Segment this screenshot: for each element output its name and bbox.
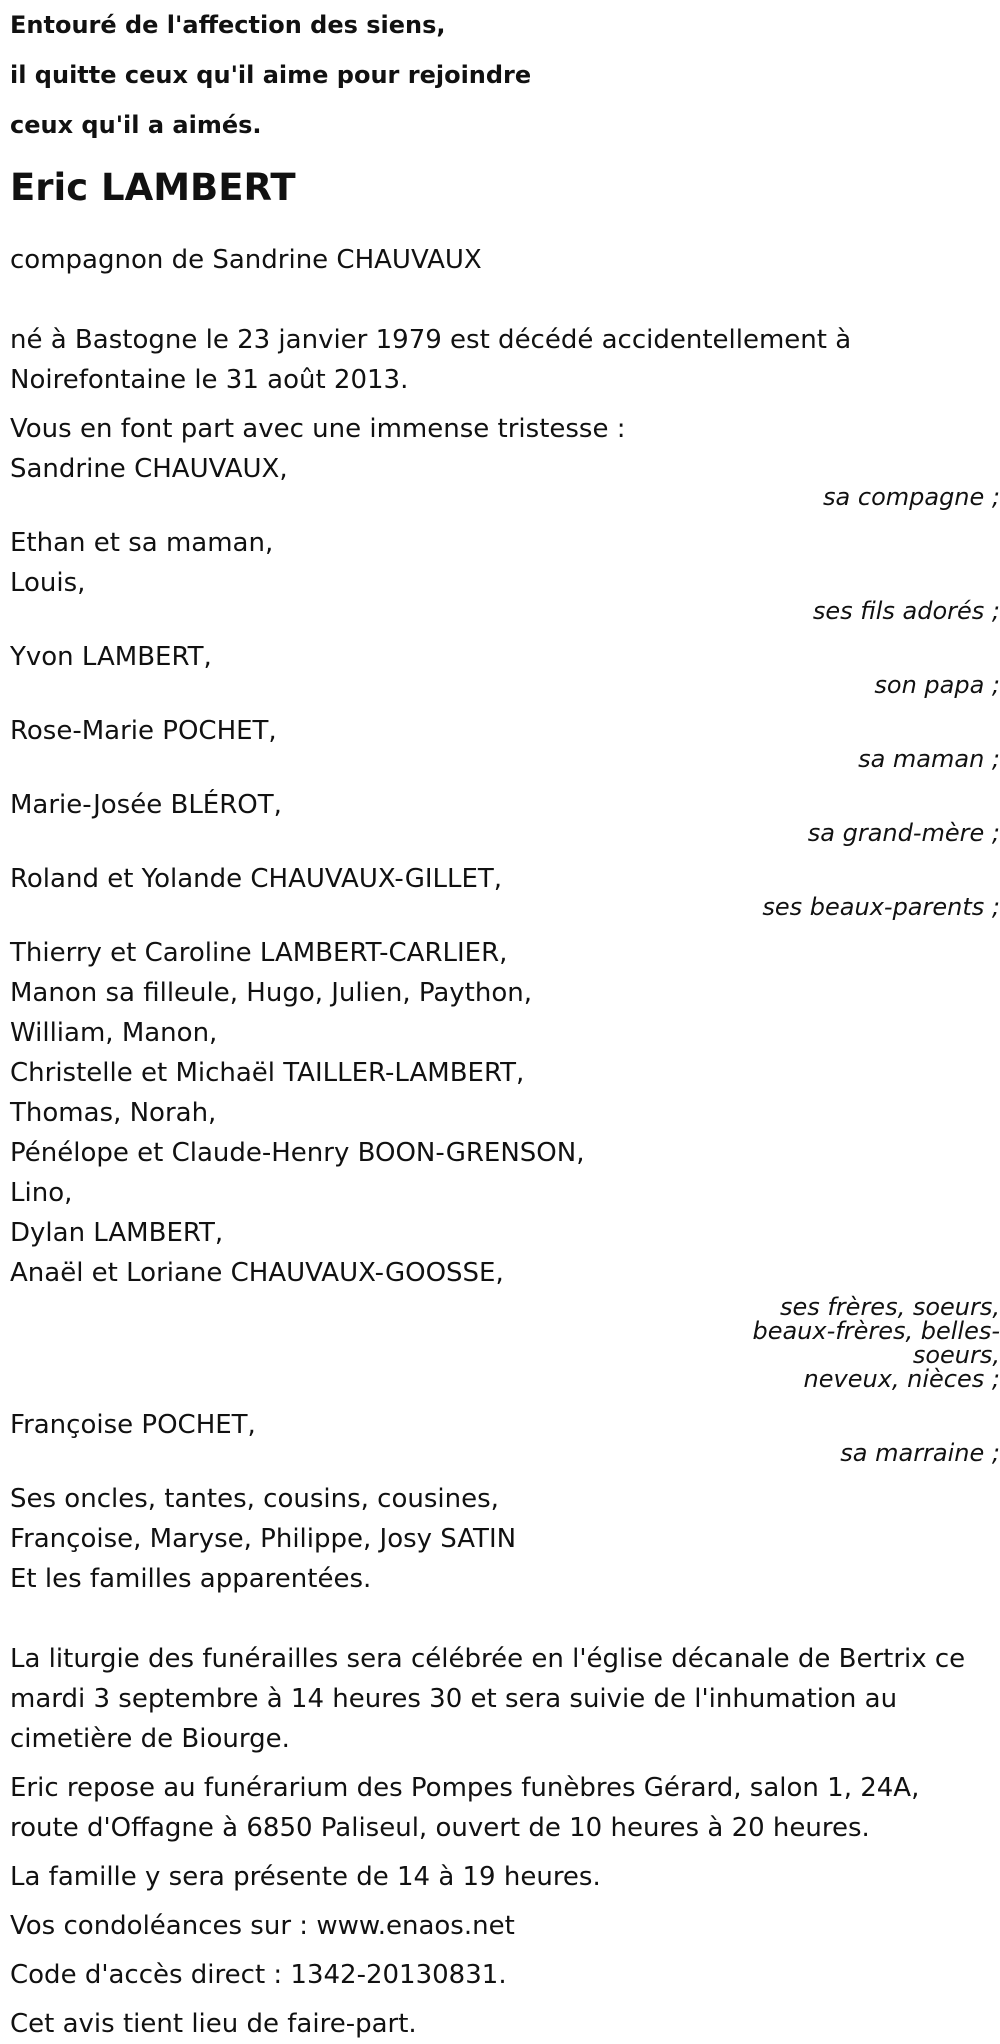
extended-family-line: Françoise, Maryse, Philippe, Josy SATIN bbox=[10, 1524, 517, 1554]
service-line: cimetière de Biourge. bbox=[10, 1724, 290, 1754]
birth-death-text bbox=[10, 320, 1000, 400]
family-group bbox=[10, 449, 1000, 509]
family-group bbox=[10, 785, 1000, 845]
relation-line: sa maman ; bbox=[858, 745, 1000, 773]
family-name-line: Françoise POCHET, bbox=[10, 1410, 256, 1440]
intro-line: Entouré de l'affection des siens, bbox=[10, 11, 446, 39]
family-name-line: Pénélope et Claude-Henry BOON-GRENSON, bbox=[10, 1138, 585, 1168]
relation-line: ses frères, soeurs, bbox=[779, 1293, 1000, 1321]
relation-line: beaux-frères, belles- bbox=[752, 1317, 1000, 1345]
relation-line: sa compagne ; bbox=[823, 483, 1000, 511]
family-relation bbox=[10, 1295, 1000, 1391]
funeral-service-text bbox=[10, 1639, 1000, 1759]
relation-line: sa marraine ; bbox=[840, 1439, 1000, 1467]
relation-line: ses fils adorés ; bbox=[812, 597, 1000, 625]
access-code-text: Code d'accès direct : 1342-20130831. bbox=[10, 1960, 507, 1990]
intro-text bbox=[10, 0, 1000, 150]
condolences-text: Vos condoléances sur : www.enaos.net bbox=[10, 1911, 515, 1941]
family-name-line: Manon sa filleule, Hugo, Julien, Paython, bbox=[10, 978, 533, 1008]
family-name-line: Anaël et Loriane CHAUVAUX-GOOSSE, bbox=[10, 1258, 504, 1288]
family-name-line: Thomas, Norah, bbox=[10, 1098, 217, 1128]
family-name-line: Marie-Josée BLÉROT, bbox=[10, 790, 282, 820]
family-group bbox=[10, 711, 1000, 771]
announcement: Vous en font part avec une immense tristesse : bbox=[10, 414, 626, 444]
family-name-line: Thierry et Caroline LAMBERT-CARLIER, bbox=[10, 938, 508, 968]
family-name-line: Sandrine CHAUVAUX, bbox=[10, 454, 288, 484]
relation-line: neveux, nièces ; bbox=[803, 1365, 1000, 1393]
family-present-text: La famille y sera présente de 14 à 19 heures. bbox=[10, 1862, 601, 1892]
relation-line: ses beaux-parents ; bbox=[762, 893, 1000, 921]
family-names bbox=[10, 933, 1000, 1293]
family-name-line: Louis, bbox=[10, 568, 86, 598]
intro-line: ceux qu'il a aimés. bbox=[10, 111, 262, 139]
extended-family bbox=[10, 1479, 1000, 1599]
relation-line: son papa ; bbox=[874, 671, 1000, 699]
family-names bbox=[10, 711, 1000, 751]
partner-line: compagnon de Sandrine CHAUVAUX bbox=[10, 245, 482, 275]
relation-line: soeurs, bbox=[912, 1341, 1000, 1369]
family-group bbox=[10, 1405, 1000, 1465]
funerarium-text bbox=[10, 1768, 1000, 1848]
birth-death-line: Noirefontaine le 31 août 2013. bbox=[10, 365, 409, 395]
family-names bbox=[10, 637, 1000, 677]
birth-death-line: né à Bastogne le 23 janvier 1979 est décédé accidentellement à bbox=[10, 325, 852, 355]
closing-text: Cet avis tient lieu de faire-part. bbox=[10, 2009, 417, 2039]
intro-line: il quitte ceux qu'il aime pour rejoindre bbox=[10, 61, 532, 89]
repose-line: Eric repose au funérarium des Pompes funèbres Gérard, salon 1, 24A, bbox=[10, 1773, 920, 1803]
family-group bbox=[10, 933, 1000, 1391]
extended-family-line: Ses oncles, tantes, cousins, cousines, bbox=[10, 1484, 499, 1514]
family-name-line: Yvon LAMBERT, bbox=[10, 642, 212, 672]
family-group bbox=[10, 523, 1000, 623]
service-line: mardi 3 septembre à 14 heures 30 et sera suivie de l'inhumation au bbox=[10, 1684, 898, 1714]
family-name-line: Dylan LAMBERT, bbox=[10, 1218, 224, 1248]
family-name-line: Christelle et Michaël TAILLER-LAMBERT, bbox=[10, 1058, 525, 1088]
family-name-line: Lino, bbox=[10, 1178, 73, 1208]
family-name-line: Ethan et sa maman, bbox=[10, 528, 274, 558]
family-names bbox=[10, 523, 1000, 603]
service-line: La liturgie des funérailles sera célébrée en l'église décanale de Bertrix ce bbox=[10, 1644, 966, 1674]
family-group bbox=[10, 637, 1000, 697]
family-relation bbox=[10, 599, 1000, 623]
family-name-line: Rose-Marie POCHET, bbox=[10, 716, 277, 746]
family-name-line: Roland et Yolande CHAUVAUX-GILLET, bbox=[10, 864, 503, 894]
repose-line: route d'Offagne à 6850 Paliseul, ouvert de 10 heures à 20 heures. bbox=[10, 1813, 870, 1843]
family-name-line: William, Manon, bbox=[10, 1018, 218, 1048]
relation-line: sa grand-mère ; bbox=[807, 819, 1000, 847]
family-group bbox=[10, 859, 1000, 919]
extended-family-line: Et les familles apparentées. bbox=[10, 1564, 372, 1594]
deceased-name: Eric LAMBERT bbox=[10, 166, 296, 209]
